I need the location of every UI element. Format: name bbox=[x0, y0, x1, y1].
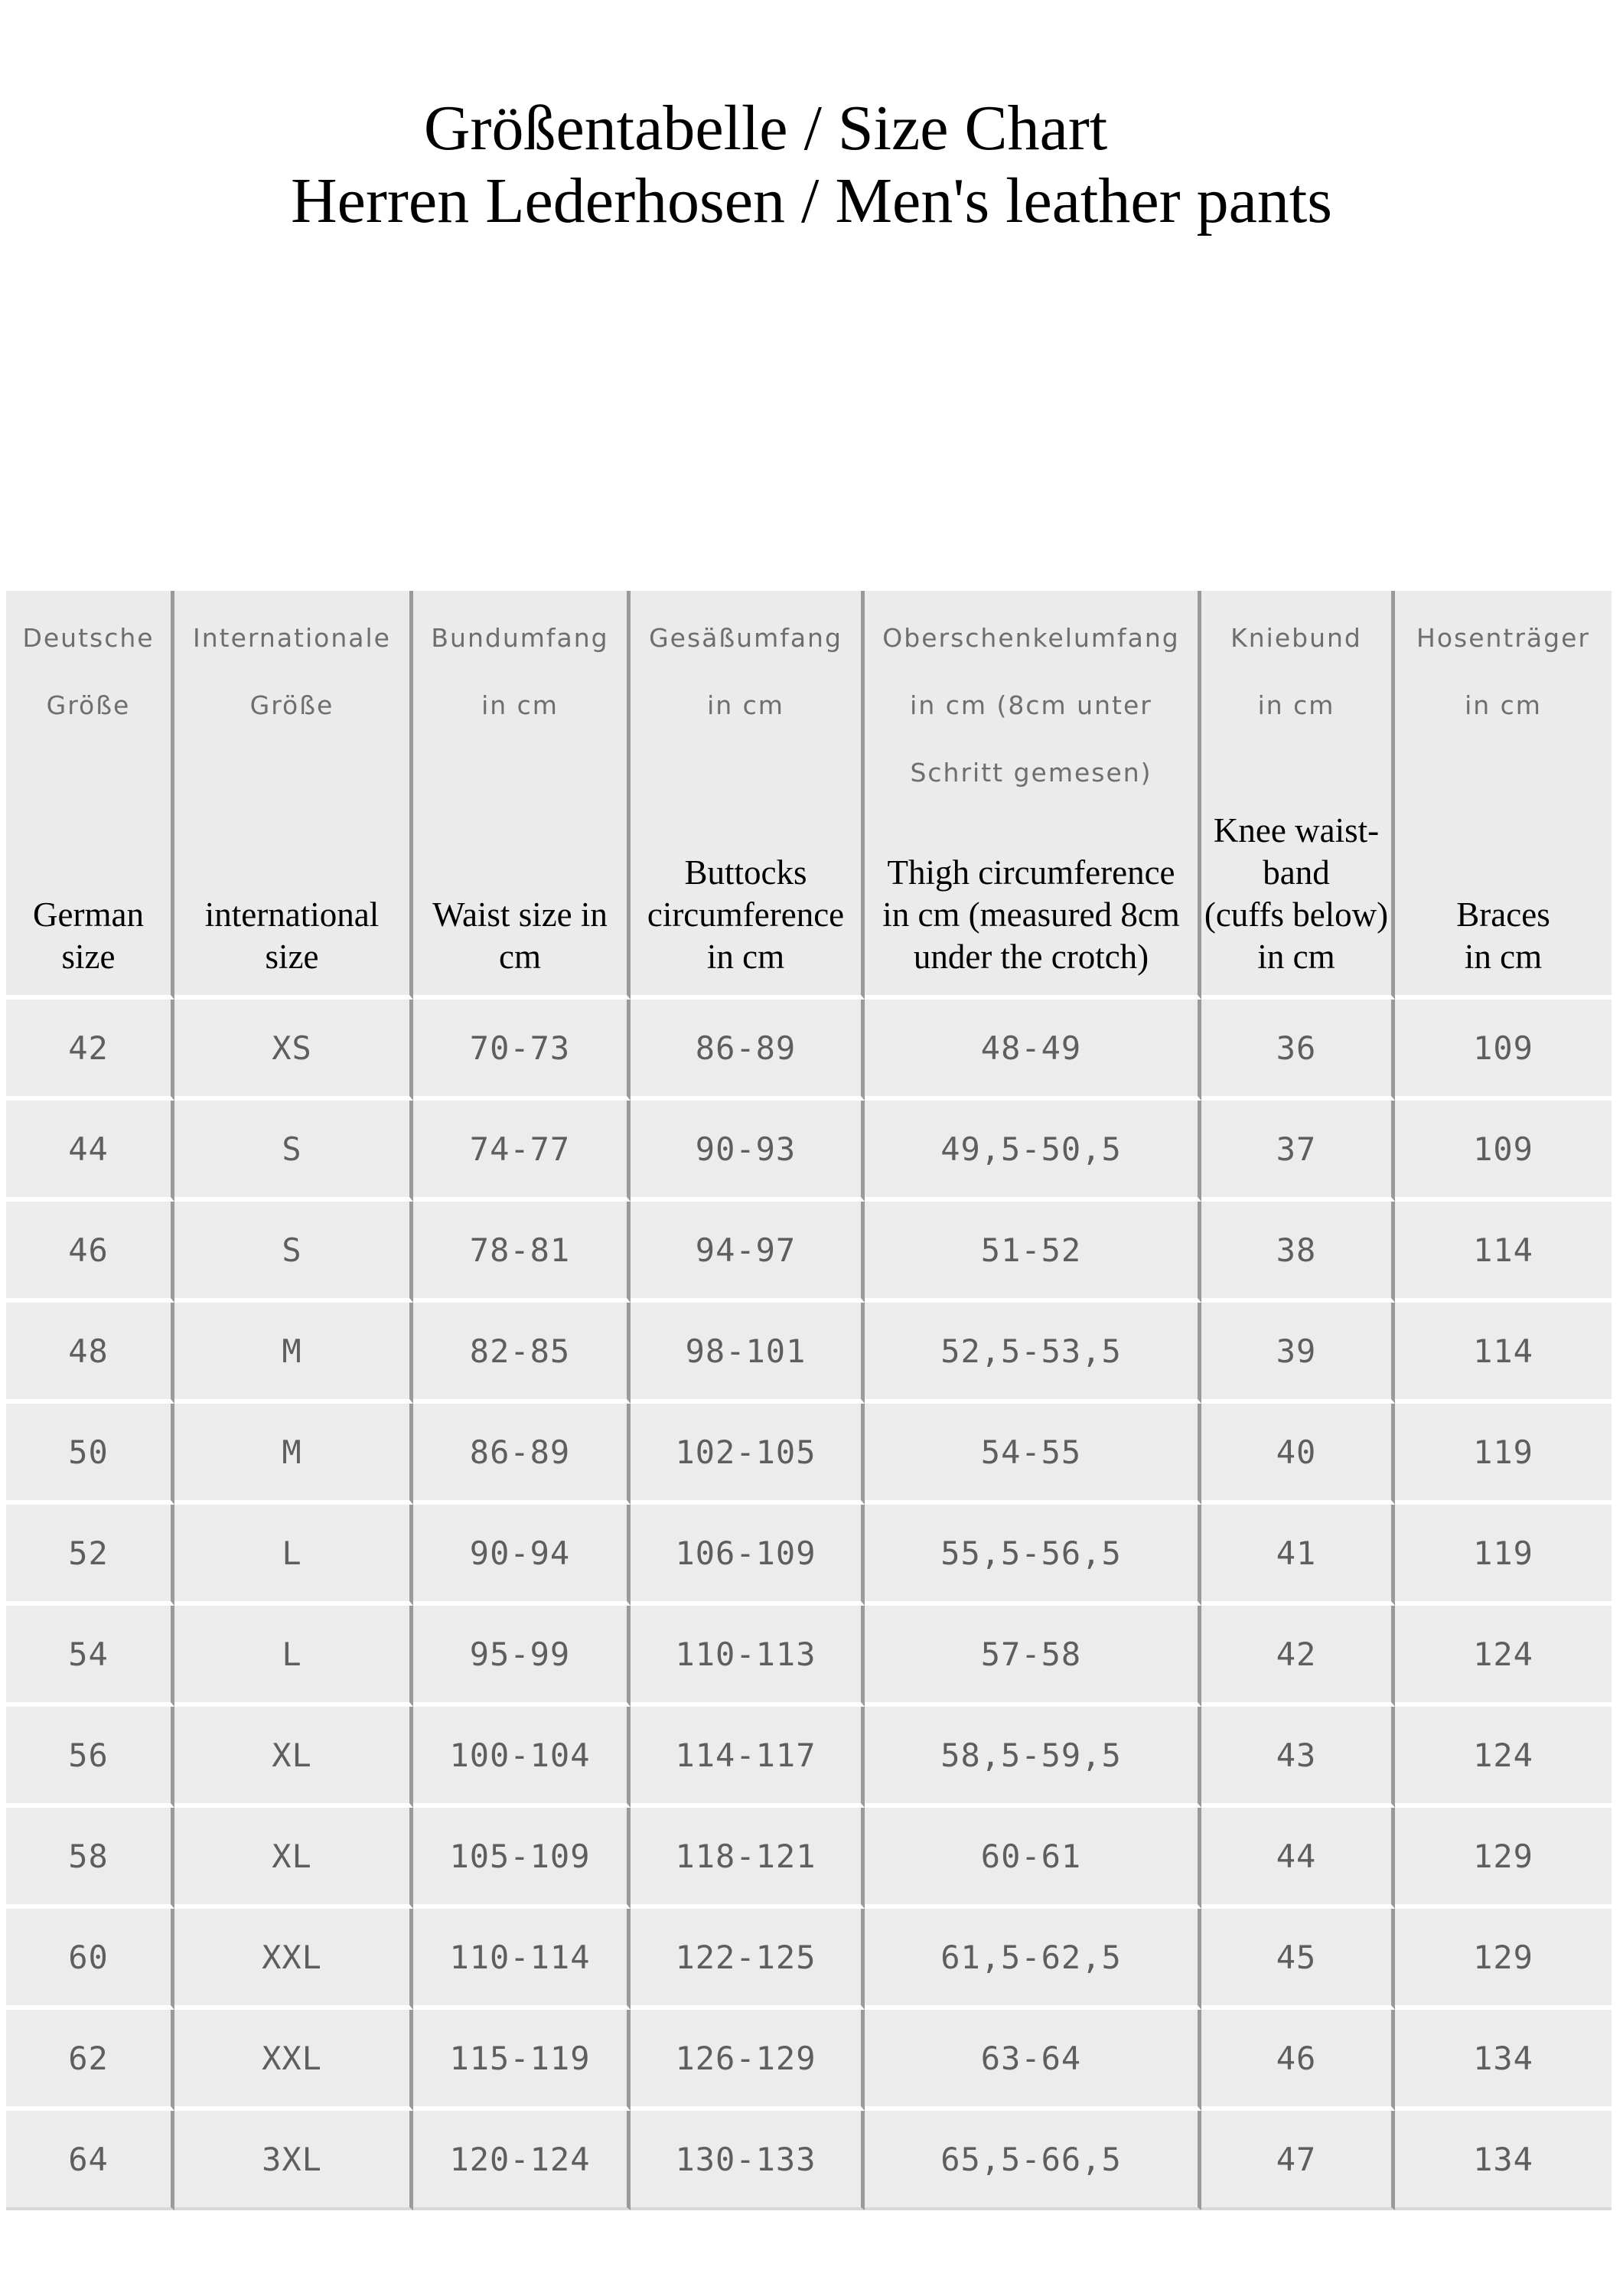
table-cell: 118-121 bbox=[631, 1808, 865, 1909]
table-cell: 44 bbox=[1201, 1808, 1395, 1909]
table-cell: 122-125 bbox=[631, 1909, 865, 2010]
table-cell: XL bbox=[174, 1707, 413, 1808]
table-row bbox=[6, 1101, 1612, 1202]
table-cell: 82-85 bbox=[413, 1303, 631, 1404]
column-header-de: Bundumfang in cm bbox=[431, 623, 609, 720]
table-cell: 130-133 bbox=[631, 2111, 865, 2210]
table-cell: 114-117 bbox=[631, 1707, 865, 1808]
table-cell: 129 bbox=[1395, 1909, 1612, 2010]
column-header-en: Knee waist- band (cuffs below) in cm bbox=[1204, 811, 1389, 976]
table-cell: 45 bbox=[1201, 1909, 1395, 2010]
table-cell: 124 bbox=[1395, 1707, 1612, 1808]
table-cell: 48-49 bbox=[865, 1000, 1201, 1101]
table-header-row bbox=[6, 591, 1612, 1000]
column-header-waist bbox=[413, 591, 631, 1000]
table-row bbox=[6, 2111, 1612, 2210]
table-cell: S bbox=[174, 1101, 413, 1202]
table-row bbox=[6, 1000, 1612, 1101]
column-header-de: Internationale Größe bbox=[193, 623, 391, 720]
column-header-en: Waist size in cm bbox=[432, 895, 608, 976]
column-header-german-size bbox=[6, 591, 174, 1000]
table-cell: 42 bbox=[6, 1000, 174, 1101]
table-row bbox=[6, 1909, 1612, 2010]
table-cell: 64 bbox=[6, 2111, 174, 2210]
table-cell: 46 bbox=[6, 1202, 174, 1303]
table-cell: 114 bbox=[1395, 1202, 1612, 1303]
table-cell: 98-101 bbox=[631, 1303, 865, 1404]
table-cell: 124 bbox=[1395, 1606, 1612, 1707]
table-cell: 120-124 bbox=[413, 2111, 631, 2210]
table-cell: 60 bbox=[6, 1909, 174, 2010]
table-cell: 134 bbox=[1395, 2111, 1612, 2210]
table-cell: 63-64 bbox=[865, 2010, 1201, 2111]
table-cell: 126-129 bbox=[631, 2010, 865, 2111]
table-cell: 3XL bbox=[174, 2111, 413, 2210]
table-cell: 57-58 bbox=[865, 1606, 1201, 1707]
table-cell: 94-97 bbox=[631, 1202, 865, 1303]
column-header-international-size bbox=[174, 591, 413, 1000]
column-header-en: Buttocks circumference in cm bbox=[647, 853, 845, 976]
table-cell: 90-94 bbox=[413, 1505, 631, 1606]
table-row bbox=[6, 1505, 1612, 1606]
column-header-en: international size bbox=[204, 895, 380, 976]
table-cell: M bbox=[174, 1303, 413, 1404]
table-cell: 109 bbox=[1395, 1000, 1612, 1101]
table-row bbox=[6, 1404, 1612, 1505]
table-cell: 55,5-56,5 bbox=[865, 1505, 1201, 1606]
size-chart-table bbox=[6, 591, 1612, 2210]
column-header-en: Thigh circumference in cm (measured 8cm under the crotch) bbox=[882, 853, 1180, 976]
table-cell: 46 bbox=[1201, 2010, 1395, 2111]
table-cell: S bbox=[174, 1202, 413, 1303]
table-cell: 90-93 bbox=[631, 1101, 865, 1202]
table-row bbox=[6, 1303, 1612, 1404]
column-header-de: Kniebund in cm bbox=[1230, 623, 1362, 720]
table-cell: 58 bbox=[6, 1808, 174, 1909]
table-cell: 54 bbox=[6, 1606, 174, 1707]
table-cell: L bbox=[174, 1505, 413, 1606]
column-header-en: Braces in cm bbox=[1456, 895, 1550, 976]
table-cell: XS bbox=[174, 1000, 413, 1101]
table-cell: 114 bbox=[1395, 1303, 1612, 1404]
table-cell: 70-73 bbox=[413, 1000, 631, 1101]
table-cell: 95-99 bbox=[413, 1606, 631, 1707]
table-cell: 52,5-53,5 bbox=[865, 1303, 1201, 1404]
table-cell: XXL bbox=[174, 1909, 413, 2010]
table-cell: 38 bbox=[1201, 1202, 1395, 1303]
column-header-thigh bbox=[865, 591, 1201, 1000]
table-cell: 78-81 bbox=[413, 1202, 631, 1303]
table-cell: 60-61 bbox=[865, 1808, 1201, 1909]
table-row bbox=[6, 1808, 1612, 1909]
table-cell: 119 bbox=[1395, 1505, 1612, 1606]
table-cell: 105-109 bbox=[413, 1808, 631, 1909]
page-title: Größentabelle / Size Chart bbox=[423, 93, 1108, 164]
table-cell: 100-104 bbox=[413, 1707, 631, 1808]
table-row bbox=[6, 1606, 1612, 1707]
table-cell: 39 bbox=[1201, 1303, 1395, 1404]
column-header-de: Hosenträger in cm bbox=[1416, 623, 1590, 720]
page-subtitle: Herren Lederhosen / Men's leather pants bbox=[291, 165, 1332, 236]
table-cell: 61,5-62,5 bbox=[865, 1909, 1201, 2010]
table-row bbox=[6, 2010, 1612, 2111]
table-cell: 58,5-59,5 bbox=[865, 1707, 1201, 1808]
table-cell: 54-55 bbox=[865, 1404, 1201, 1505]
table-cell: 51-52 bbox=[865, 1202, 1201, 1303]
table-cell: 109 bbox=[1395, 1101, 1612, 1202]
table-cell: 42 bbox=[1201, 1606, 1395, 1707]
table-cell: 44 bbox=[6, 1101, 174, 1202]
table-row bbox=[6, 1202, 1612, 1303]
table-cell: 106-109 bbox=[631, 1505, 865, 1606]
table-cell: 43 bbox=[1201, 1707, 1395, 1808]
table-cell: 37 bbox=[1201, 1101, 1395, 1202]
table-cell: 110-114 bbox=[413, 1909, 631, 2010]
table-cell: 62 bbox=[6, 2010, 174, 2111]
table-cell: M bbox=[174, 1404, 413, 1505]
table-cell: 49,5-50,5 bbox=[865, 1101, 1201, 1202]
table-cell: 86-89 bbox=[413, 1404, 631, 1505]
column-header-en: German size bbox=[33, 895, 144, 976]
table-cell: L bbox=[174, 1606, 413, 1707]
column-header-de: Oberschenkelumfang in cm (8cm unter Schritt gemesen) bbox=[882, 623, 1180, 788]
table-cell: 74-77 bbox=[413, 1101, 631, 1202]
column-header-knee bbox=[1201, 591, 1395, 1000]
table-row bbox=[6, 1707, 1612, 1808]
table-cell: XXL bbox=[174, 2010, 413, 2111]
table-cell: 119 bbox=[1395, 1404, 1612, 1505]
column-header-buttocks bbox=[631, 591, 865, 1000]
column-header-de: Deutsche Größe bbox=[22, 623, 155, 720]
column-header-de: Gesäßumfang in cm bbox=[649, 623, 842, 720]
table-cell: 50 bbox=[6, 1404, 174, 1505]
table-cell: 115-119 bbox=[413, 2010, 631, 2111]
table-cell: 110-113 bbox=[631, 1606, 865, 1707]
table-cell: 40 bbox=[1201, 1404, 1395, 1505]
table-cell: 36 bbox=[1201, 1000, 1395, 1101]
table-cell: 129 bbox=[1395, 1808, 1612, 1909]
column-header-braces bbox=[1395, 591, 1612, 1000]
table-cell: 86-89 bbox=[631, 1000, 865, 1101]
table-cell: 47 bbox=[1201, 2111, 1395, 2210]
table-cell: 134 bbox=[1395, 2010, 1612, 2111]
table-cell: 41 bbox=[1201, 1505, 1395, 1606]
table-cell: XL bbox=[174, 1808, 413, 1909]
table-cell: 56 bbox=[6, 1707, 174, 1808]
table-cell: 48 bbox=[6, 1303, 174, 1404]
table-cell: 52 bbox=[6, 1505, 174, 1606]
table-cell: 102-105 bbox=[631, 1404, 865, 1505]
table-cell: 65,5-66,5 bbox=[865, 2111, 1201, 2210]
